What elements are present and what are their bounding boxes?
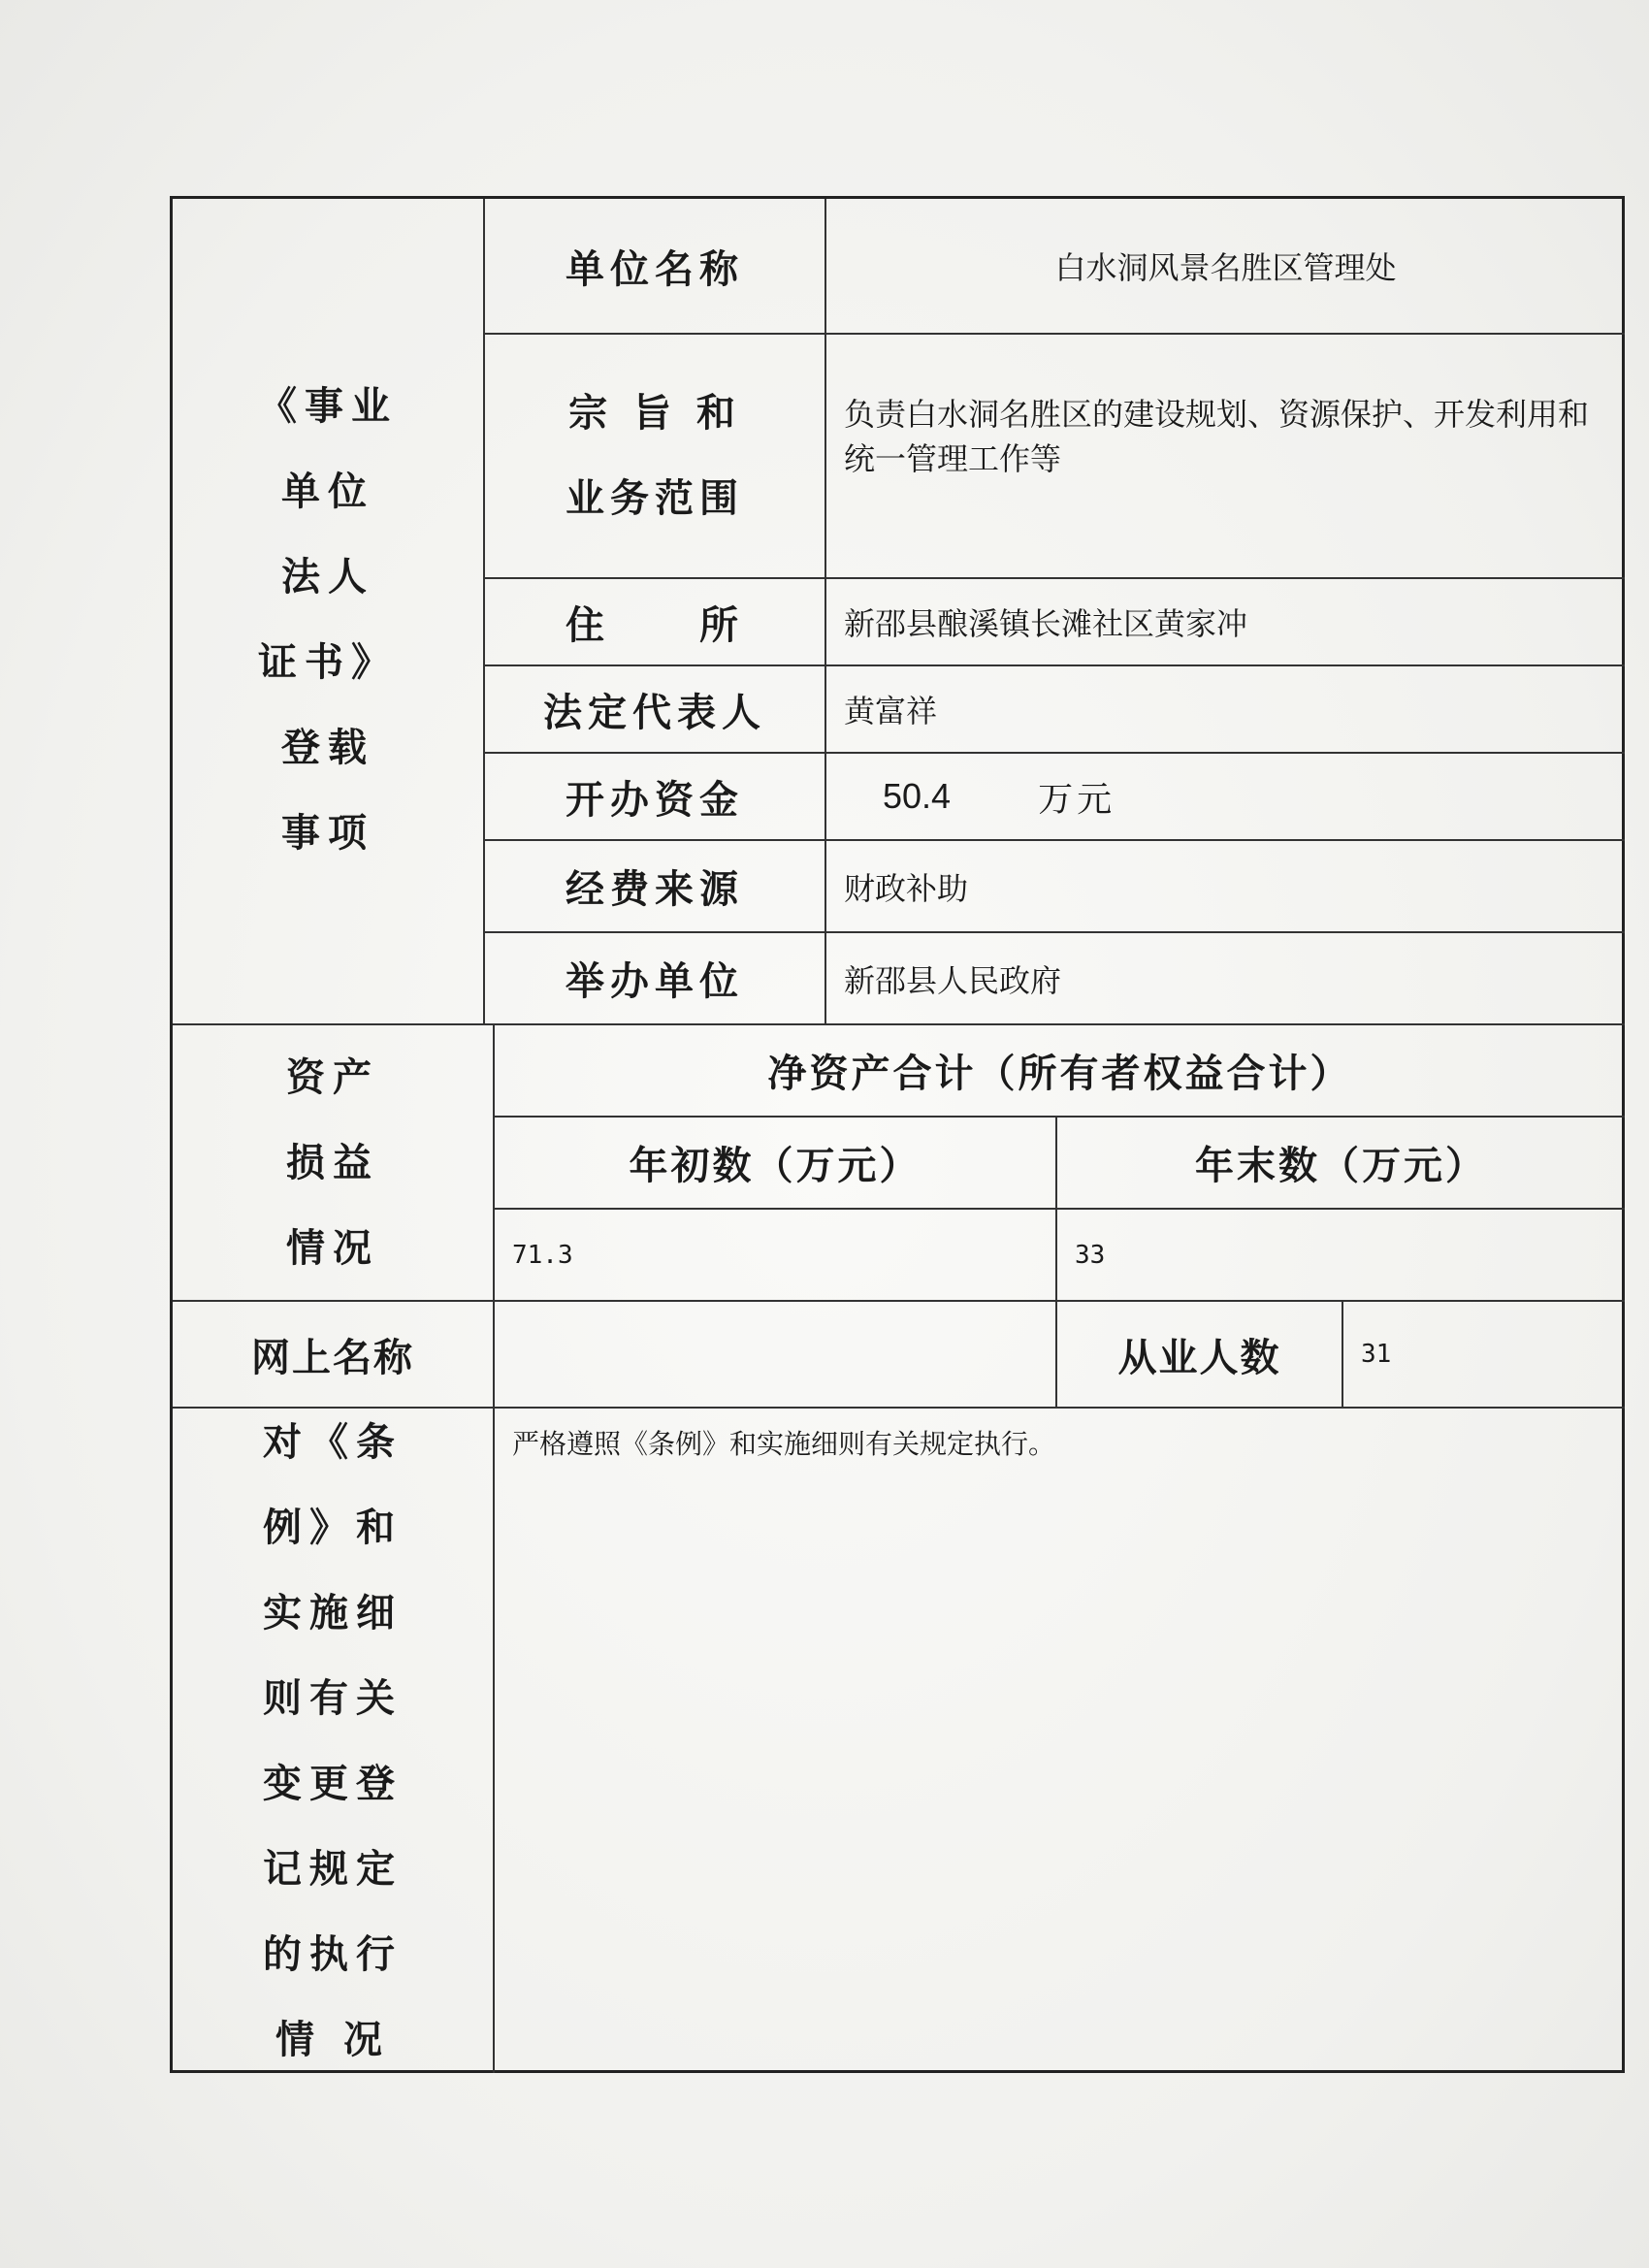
legal-rep-label: 法定代表人 bbox=[543, 690, 766, 735]
end-of-year-value: 33 bbox=[1075, 1240, 1106, 1270]
registration-form-table bbox=[170, 196, 1625, 2073]
compliance-label-line: 则有关 bbox=[263, 1675, 403, 1721]
compliance-label-line: 的执行 bbox=[263, 1931, 403, 1977]
assets-label-line: 资产 bbox=[286, 1054, 379, 1100]
registration-section-label bbox=[173, 364, 483, 1023]
purpose-label bbox=[485, 335, 824, 577]
capital-unit: 万元 bbox=[1038, 779, 1116, 820]
registration-label-line: 单位 bbox=[281, 470, 374, 514]
registration-label-line: 登载 bbox=[281, 726, 374, 770]
compliance-label-line: 情 况 bbox=[275, 2017, 390, 2062]
funding-source-value: 财政补助 bbox=[844, 869, 969, 907]
capital-value bbox=[826, 754, 1625, 839]
net-assets-header: 净资产合计（所有者权益合计） bbox=[767, 1052, 1352, 1096]
unit-name-label: 单位名称 bbox=[566, 246, 744, 292]
registration-label-line: 证书》 bbox=[258, 640, 398, 685]
compliance-text: 严格遵照《条例》和实施细则有关规定执行。 bbox=[512, 1428, 1056, 1460]
end-of-year-label: 年末数（万元） bbox=[1195, 1144, 1487, 1188]
compliance-label-line: 实施细 bbox=[263, 1590, 403, 1636]
sponsor-value: 新邵县人民政府 bbox=[844, 961, 1062, 999]
assets-label-line: 情况 bbox=[286, 1225, 379, 1271]
assets-label-line: 损益 bbox=[286, 1140, 379, 1185]
online-name-value bbox=[495, 1302, 1055, 1407]
compliance-label-line: 记规定 bbox=[263, 1846, 403, 1892]
funding-source-label: 经费来源 bbox=[566, 867, 744, 912]
legal-rep-value: 黄富祥 bbox=[844, 693, 938, 729]
compliance-label-line: 例》和 bbox=[263, 1505, 403, 1550]
capital-label: 开办资金 bbox=[566, 777, 744, 823]
purpose-value-line2: 统一管理工作等 bbox=[844, 440, 1062, 477]
sponsor-label: 举办单位 bbox=[566, 959, 744, 1004]
purpose-label-line2: 业务范围 bbox=[566, 476, 744, 521]
registration-label-line: 事项 bbox=[281, 811, 374, 856]
compliance-section-label bbox=[173, 1409, 493, 2073]
online-name-label: 网上名称 bbox=[251, 1335, 414, 1380]
registration-label-line: 《事业 bbox=[258, 384, 398, 429]
compliance-label-line: 变更登 bbox=[263, 1761, 403, 1806]
staff-count-value: 31 bbox=[1361, 1340, 1392, 1369]
address-label: 住 所 bbox=[566, 602, 744, 648]
purpose-value-line1: 负责白水洞名胜区的建设规划、资源保护、开发利用和 bbox=[844, 396, 1590, 433]
capital-amount: 50.4 bbox=[883, 776, 952, 816]
compliance-label-line: 对《条 bbox=[263, 1419, 403, 1465]
unit-name-value: 白水洞风景名胜区管理处 bbox=[1054, 249, 1397, 286]
purpose-label-line1: 宗 旨 和 bbox=[568, 391, 741, 436]
purpose-value bbox=[826, 335, 1625, 577]
start-of-year-label: 年初数（万元） bbox=[629, 1144, 922, 1188]
assets-section-label bbox=[173, 1025, 493, 1300]
registration-label-line: 法人 bbox=[281, 555, 374, 599]
address-value: 新邵县酿溪镇长滩社区黄家冲 bbox=[844, 605, 1248, 642]
staff-count-label: 从业人数 bbox=[1117, 1335, 1281, 1380]
start-of-year-value: 71.3 bbox=[512, 1240, 573, 1270]
